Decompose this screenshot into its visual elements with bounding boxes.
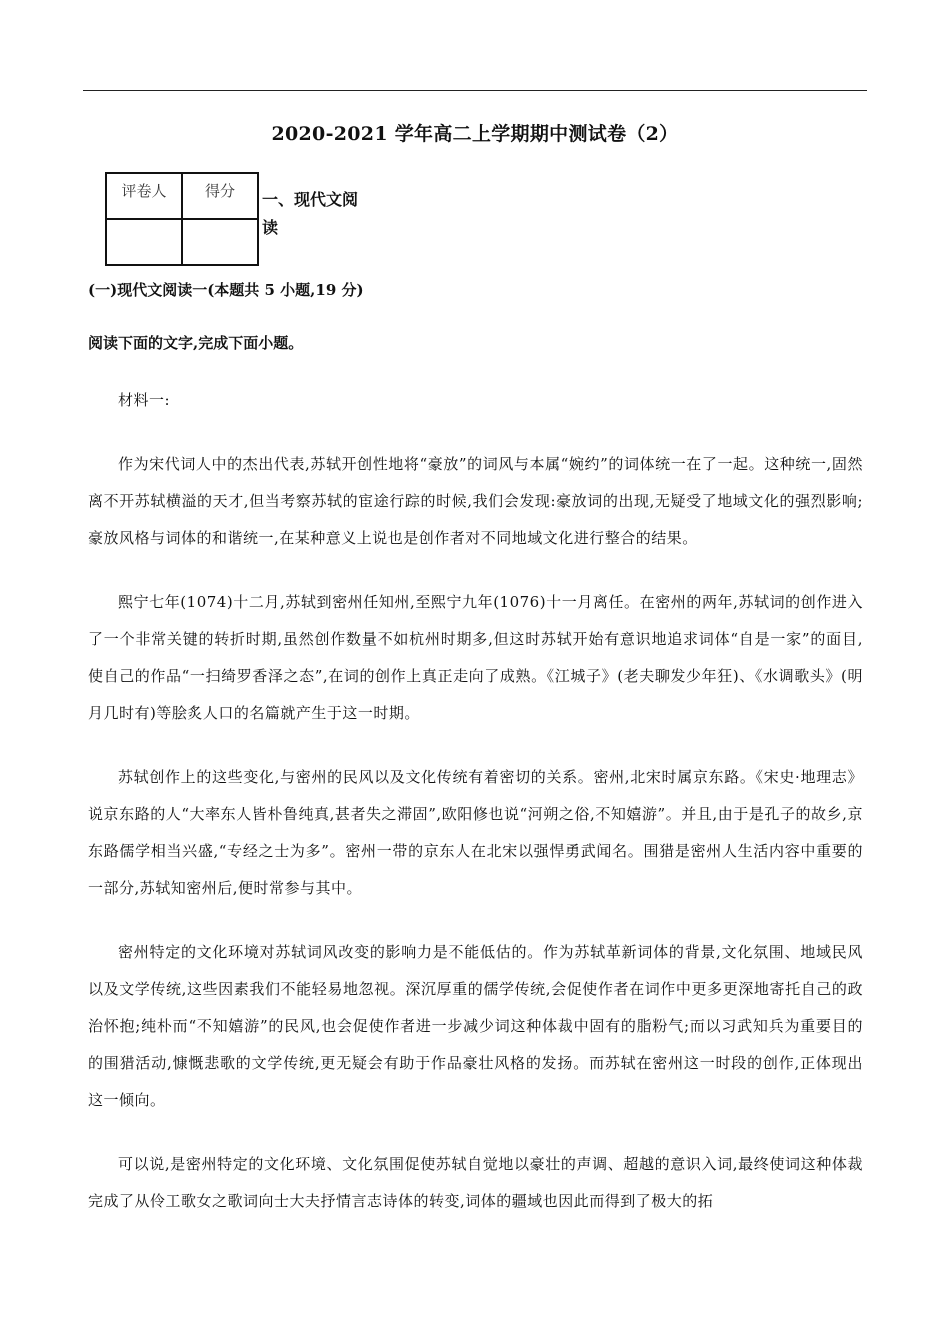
score-table-cell-grader — [106, 219, 182, 265]
passage — [88, 382, 863, 1247]
passage-paragraph: 密州特定的文化环境对苏轼词风改变的影响力是不能低估的。作为苏轼革新词体的背景,文化氛围、地域民风以及文学传统,这些因素我们不能轻易地忽视。深沉厚重的儒学传统,会促使作者在词作中更多更深地寄托自己的政治怀抱;纯朴而“不知嬉游”的民风,也会促使作者进一步减少词这种体裁中固有的脂粉气;而以习武知兵为重要目的的围猎活动,慷慨悲歌的文学传统,更无疑会有助于作品豪壮风格的发扬。而苏轼在密州这一时段的创作,正体现出这一倾向。 — [88, 943, 863, 1109]
subsection-heading: (一)现代文阅读一(本题共 5 小题,19 分) — [88, 281, 364, 299]
passage-paragraph: 可以说,是密州特定的文化环境、文化氛围促使苏轼自觉地以豪壮的声调、超越的意识入词,最终使词这种体裁完成了从伶工歌女之歌词向士大夫抒情言志诗体的转变,词体的疆域也因此而得到了极大的拓 — [88, 1155, 863, 1210]
document-title: 2020-2021 学年高二上学期期中测试卷（2） — [271, 123, 679, 145]
passage-paragraph: 熙宁七年(1074)十二月,苏轼到密州任知州,至熙宁九年(1076)十一月离任。在密州的两年,苏轼词的创作进入了一个非常关键的转折时期,虽然创作数量不如杭州时期多,但这时苏轼开始有意识地追求词体“自是一家”的面目,使自己的作品“一扫绮罗香泽之态”,在词的创作上真正走向了成熟。《江城子》(老夫聊发少年狂)、《水调歌头》(明月几时有)等脍炙人口的名篇就产生于这一时期。 — [88, 593, 863, 722]
passage-paragraph: 苏轼创作上的这些变化,与密州的民风以及文化传统有着密切的关系。密州,北宋时属京东路。《宋史·地理志》说京东路的人“大率东人皆朴鲁纯真,甚者失之滞固”,欧阳修也说“河朔之俗,不知嬉游”。并且,由于是孔子的故乡,京东路儒学相当兴盛,“专经之士为多”。密州一带的京东人在北宋以强悍勇武闻名。围猎是密州人生活内容中重要的一部分,苏轼知密州后,便时常参与其中。 — [88, 768, 863, 897]
passage-paragraph: 作为宋代词人中的杰出代表,苏轼开创性地将“豪放”的词风与本属“婉约”的词体统一在了一起。这种统一,固然离不开苏轼横溢的天才,但当考察苏轼的宦途行踪的时候,我们会发现:豪放词的出现,无疑受了地域文化的强烈影响;豪放风格与词体的和谐统一,在某种意义上说也是创作者对不同地域文化进行整合的结果。 — [88, 455, 863, 547]
header-rule — [83, 90, 867, 91]
reading-instruction: 阅读下面的文字,完成下面小题。 — [88, 334, 304, 352]
passage-paragraph: 材料一: — [118, 391, 171, 409]
score-table-cell-score — [182, 219, 258, 265]
score-table — [105, 172, 259, 266]
section-heading: 一、现代文阅读 — [262, 190, 359, 237]
score-table-header-grader: 评卷人 — [106, 173, 182, 219]
score-table-header-score: 得分 — [182, 173, 258, 219]
